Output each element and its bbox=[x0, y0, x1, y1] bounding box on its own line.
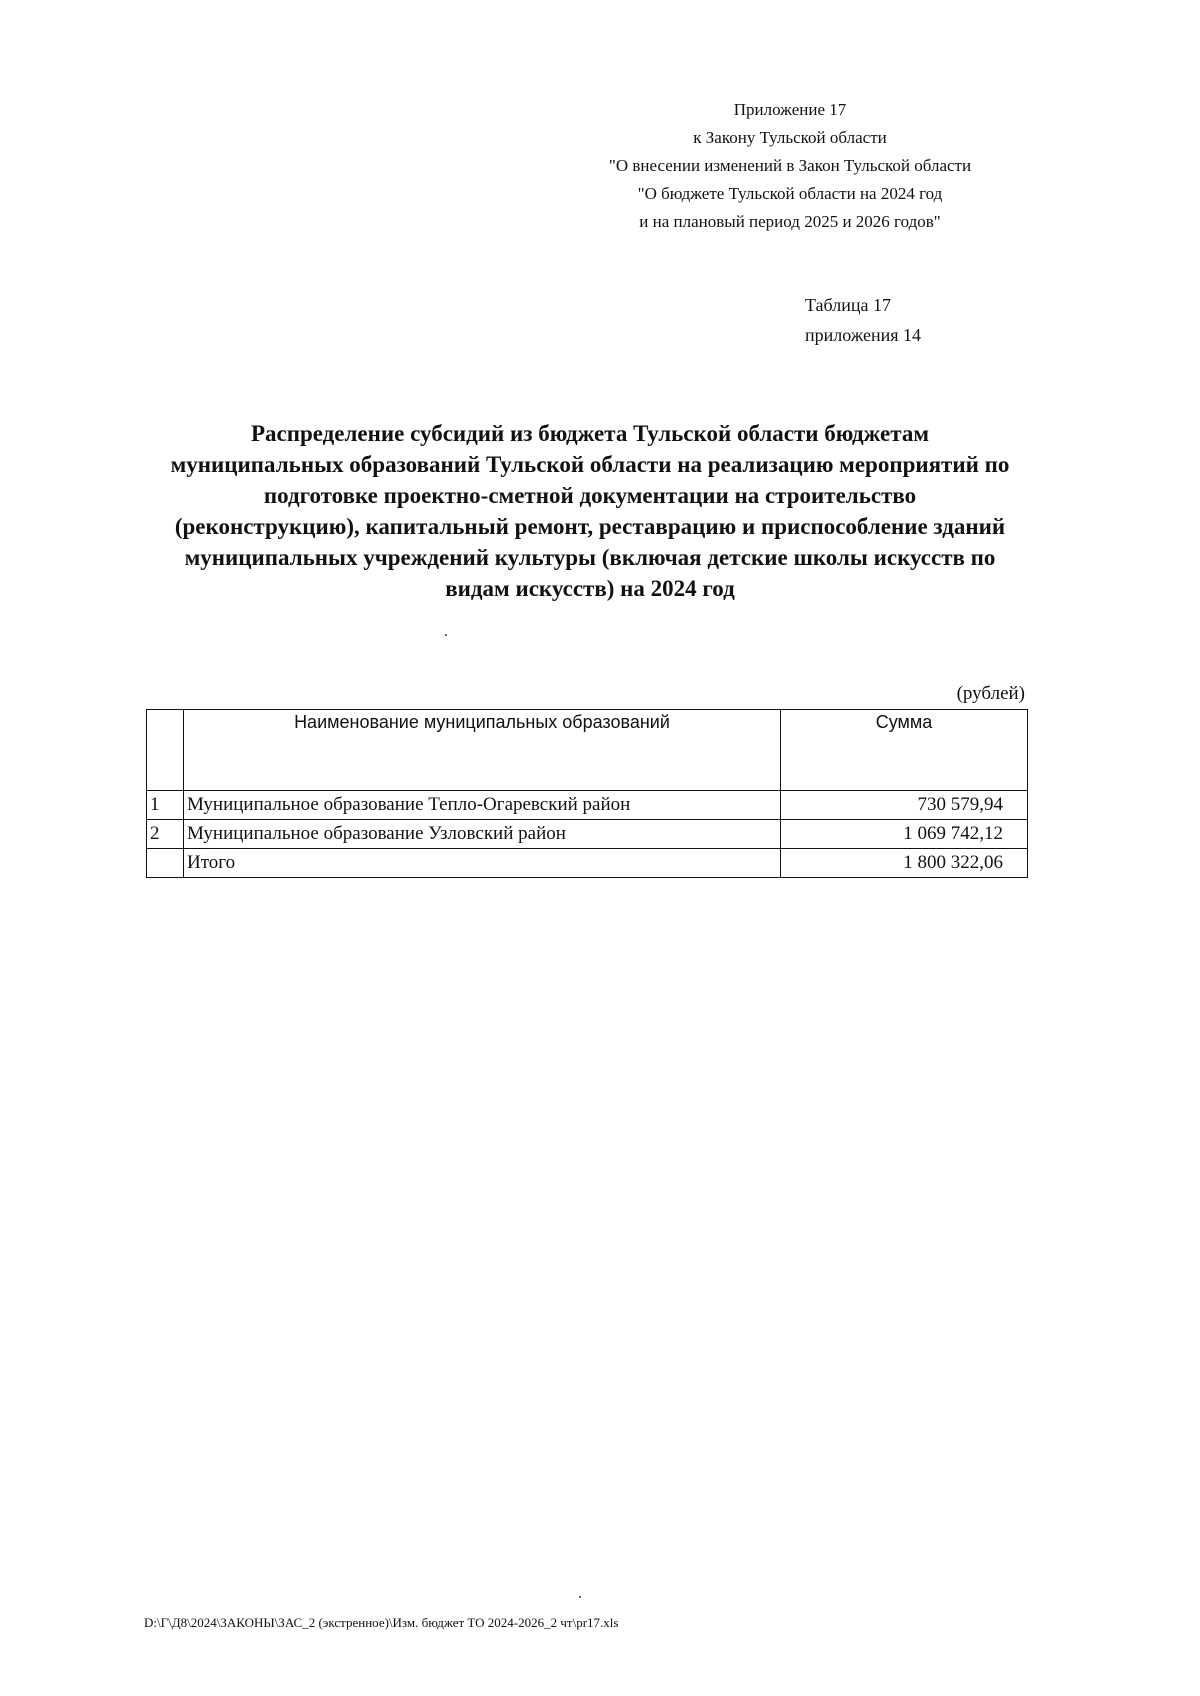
row-sum: 730 579,94 bbox=[781, 791, 1028, 820]
table-row bbox=[147, 791, 1028, 820]
header-name: Наименование муниципальных образований bbox=[184, 710, 781, 791]
row-sum: 1 069 742,12 bbox=[781, 820, 1028, 849]
appendix-line: и на плановый период 2025 и 2026 годов" bbox=[639, 212, 941, 231]
row-number bbox=[147, 849, 184, 878]
row-number: 2 bbox=[147, 820, 184, 849]
appendix-line: "О внесении изменений в Закон Тульской области bbox=[608, 156, 972, 175]
title-line: муниципальных образований Тульской области на реализацию мероприятий по bbox=[170, 452, 1010, 477]
appendix-header bbox=[560, 96, 1020, 236]
units-label: (рублей) bbox=[956, 683, 1025, 704]
scan-speck bbox=[445, 634, 447, 636]
document-title bbox=[130, 418, 1050, 604]
table-reference-line: Таблица 17 bbox=[805, 295, 891, 315]
row-name: Муниципальное образование Тепло-Огаревский район bbox=[184, 791, 781, 820]
appendix-line: к Закону Тульской области bbox=[693, 128, 887, 147]
title-line: видам искусств) на 2024 год bbox=[445, 576, 735, 601]
appendix-line: "О бюджете Тульской области на 2024 год bbox=[637, 184, 943, 203]
row-number: 1 bbox=[147, 791, 184, 820]
row-sum: 1 800 322,06 bbox=[781, 849, 1028, 878]
header-number bbox=[147, 710, 184, 791]
subsidy-table bbox=[146, 709, 1028, 878]
title-line: подготовке проектно-сметной документации на строительство bbox=[263, 483, 917, 508]
appendix-line: Приложение 17 bbox=[733, 100, 847, 119]
title-line: муниципальных учреждений культуры (включая детские школы искусств по bbox=[184, 545, 996, 570]
table-reference bbox=[805, 290, 921, 350]
header-sum: Сумма bbox=[781, 710, 1028, 791]
title-line: (реконструкцию), капитальный ремонт, реставрацию и приспособление зданий bbox=[174, 514, 1006, 539]
row-name: Муниципальное образование Узловский район bbox=[184, 820, 781, 849]
file-path-footer: D:\Г\Д8\2024\ЗАКОНЫ\ЗАС_2 (экстренное)\Изм. бюджет ТО 2024-2026_2 чт\pr17.xls bbox=[144, 1615, 619, 1630]
table-row bbox=[147, 820, 1028, 849]
table-total-row bbox=[147, 849, 1028, 878]
row-name: Итого bbox=[184, 849, 781, 878]
scan-speck bbox=[579, 1596, 581, 1598]
title-line: Распределение субсидий из бюджета Тульской области бюджетам bbox=[250, 421, 930, 446]
table-reference-line: приложения 14 bbox=[805, 325, 922, 345]
table-header-row bbox=[147, 710, 1028, 791]
